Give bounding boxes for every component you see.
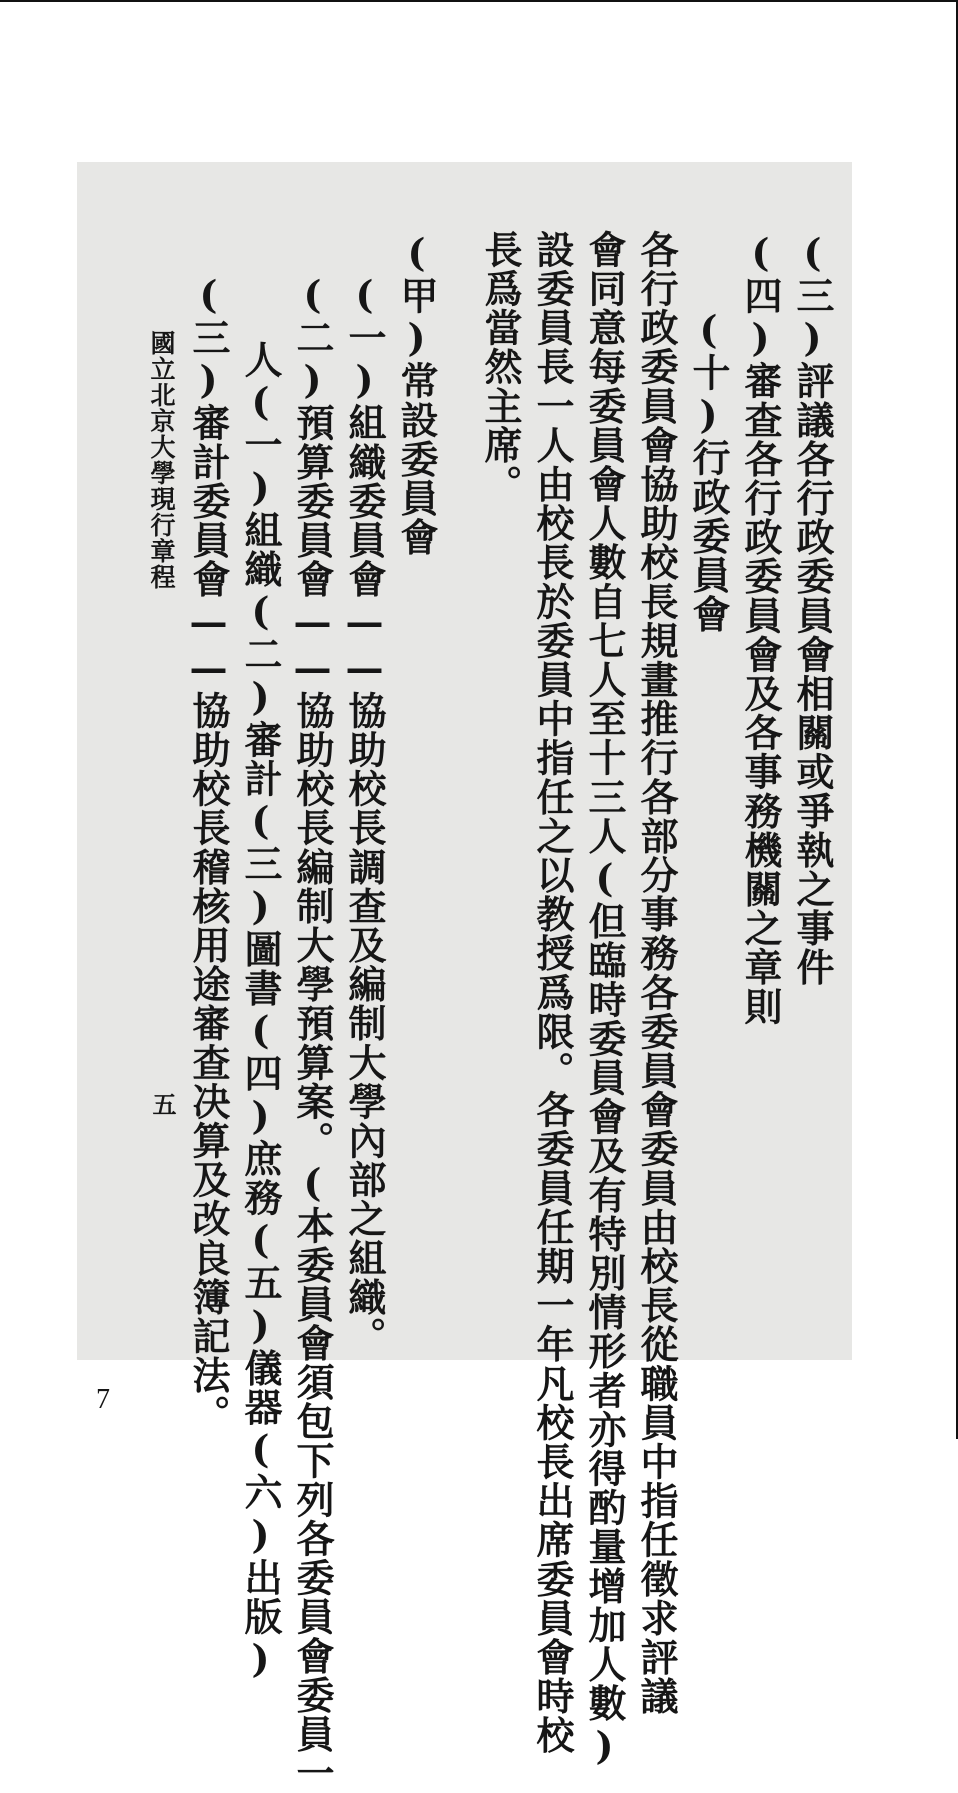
text-line-12: (三)審計委員會——協助校長稽核用途審查决算及改良簿記法。 <box>186 272 231 1434</box>
text-line-6: 設委員長一人由校長於委員中指任之以教授爲限。各委員任期一年凡校長出席委員會時校 <box>530 230 575 1755</box>
text-line-1: (三)評議各行政委員會相關或爭執之事件 <box>790 230 835 987</box>
text-line-5: 會同意每委員會人數自七人至十三人(但臨時委員會及有特別情形者亦得酌量增加人數) <box>582 230 627 1769</box>
text-line-9: (一)組織委員會——協助校長調查及編制大學內部之組織。 <box>342 272 387 1356</box>
text-line-7: 長爲當然主席。 <box>478 230 523 504</box>
running-header: 國立北京大學現行章程 <box>147 330 176 590</box>
folio-number: 五 <box>148 1092 177 1116</box>
page-number: 7 <box>96 1384 110 1415</box>
section-heading-administrative: (十)行政委員會 <box>686 307 731 634</box>
text-line-2: (四)審查各行政委員會及各事務機關之章則 <box>738 230 783 1026</box>
top-border <box>0 0 958 2</box>
text-line-11: 人(一)組織(二)審計(三)圖書(四)庶務(五)儀器(六)出版) <box>238 340 283 1683</box>
subsection-heading-standing: (甲)常設委員會 <box>394 230 439 557</box>
page-scan <box>77 162 852 1793</box>
text-line-4: 各行政委員會協助校長規畫推行各部分事務各委員會委員由校長從職員中指任徵求評議 <box>634 230 679 1716</box>
text-line-10: (二)預算委員會——協助校長編制大學預算案。(本委員會須包下列各委員會委員一 <box>290 272 335 1793</box>
